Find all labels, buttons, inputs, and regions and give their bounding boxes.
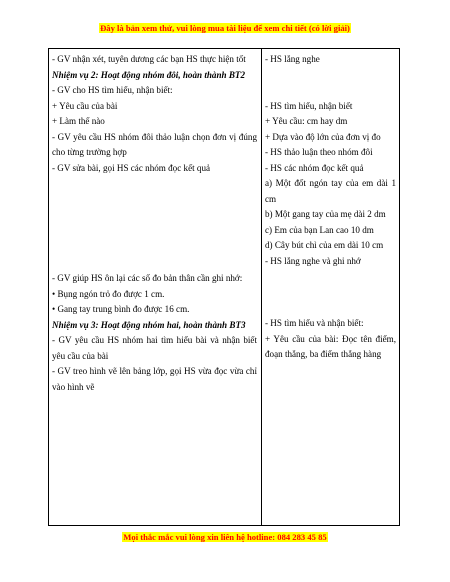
right-line: - HS các nhóm đọc kết quả <box>265 162 364 173</box>
student-activities-column <box>265 52 396 363</box>
right-line: a) Một đốt ngón tay của em dài 1 cm <box>265 178 396 204</box>
left-line: + Yêu cầu của bài <box>52 100 118 111</box>
left-line: - GV nhận xét, tuyên dương các bạn HS thực hiện tốt <box>52 54 246 64</box>
right-line: - HS tìm hiểu, nhận biết <box>265 100 353 111</box>
right-line: c) Em của bạn Lan cao 10 dm <box>265 224 374 235</box>
left-line: - GV treo hình vẽ lên bảng lớp, gọi HS vừa đọc vừa chỉ vào hình vẽ <box>52 366 257 392</box>
hotline-notice-text: Mọi thắc mắc vui lòng xin liên hệ hotline: 084 283 45 85 <box>123 532 327 542</box>
left-line: + Làm thế nào <box>52 116 105 126</box>
right-line: - HS tìm hiểu và nhận biết: <box>265 318 364 328</box>
left-line: - GV sửa bài, gọi HS các nhóm đọc kết quả <box>52 162 211 173</box>
preview-notice-text: Đây là bản xem thử, vui lòng mua tài liệu để xem chi tiết (có lời giải) <box>100 23 350 33</box>
right-line: + Yêu cầu của bài: Đọc tên điểm, đoạn thẳng, ba điểm thẳng hàng <box>265 333 396 359</box>
left-bullet: • Bụng ngón trỏ đo được 1 cm. <box>52 288 165 299</box>
task-heading: Nhiệm vụ 3: Hoạt động nhóm hai, hoàn thành BT3 <box>52 319 246 330</box>
right-line: + Dựa vào độ lớn của đơn vị đo <box>265 131 381 142</box>
right-line: + Yêu cầu: cm hay dm <box>265 116 348 126</box>
right-line: d) Cây bút chì của em dài 10 cm <box>265 240 384 250</box>
left-line: - GV cho HS tìm hiểu, nhận biết: <box>52 85 173 95</box>
hotline-notice <box>0 531 450 543</box>
left-line: - GV yêu cầu HS nhóm hai tìm hiểu bài và nhận biết yêu cầu của bài <box>52 335 257 361</box>
left-line: - GV yêu cầu HS nhóm đôi thảo luận chọn đơn vị đúng cho từng trường hợp <box>52 131 257 157</box>
left-line: - GV giúp HS ôn lại các số đo bản thân cần ghi nhớ: <box>52 273 243 283</box>
lesson-table <box>48 48 400 526</box>
right-line: b) Một gang tay của mẹ dài 2 dm <box>265 209 386 219</box>
right-line: - HS thảo luận theo nhóm đôi <box>265 147 373 157</box>
preview-notice <box>0 22 450 34</box>
right-line: - HS lắng nghe và ghi nhớ <box>265 255 361 266</box>
teacher-activities-column <box>52 52 257 395</box>
right-line: - HS lắng nghe <box>265 54 320 64</box>
column-divider <box>261 49 262 525</box>
task-heading: Nhiệm vụ 2: Hoạt động nhóm đôi, hoàn thành BT2 <box>52 69 246 80</box>
left-bullet: • Gang tay trung bình đo được 16 cm. <box>52 304 190 314</box>
